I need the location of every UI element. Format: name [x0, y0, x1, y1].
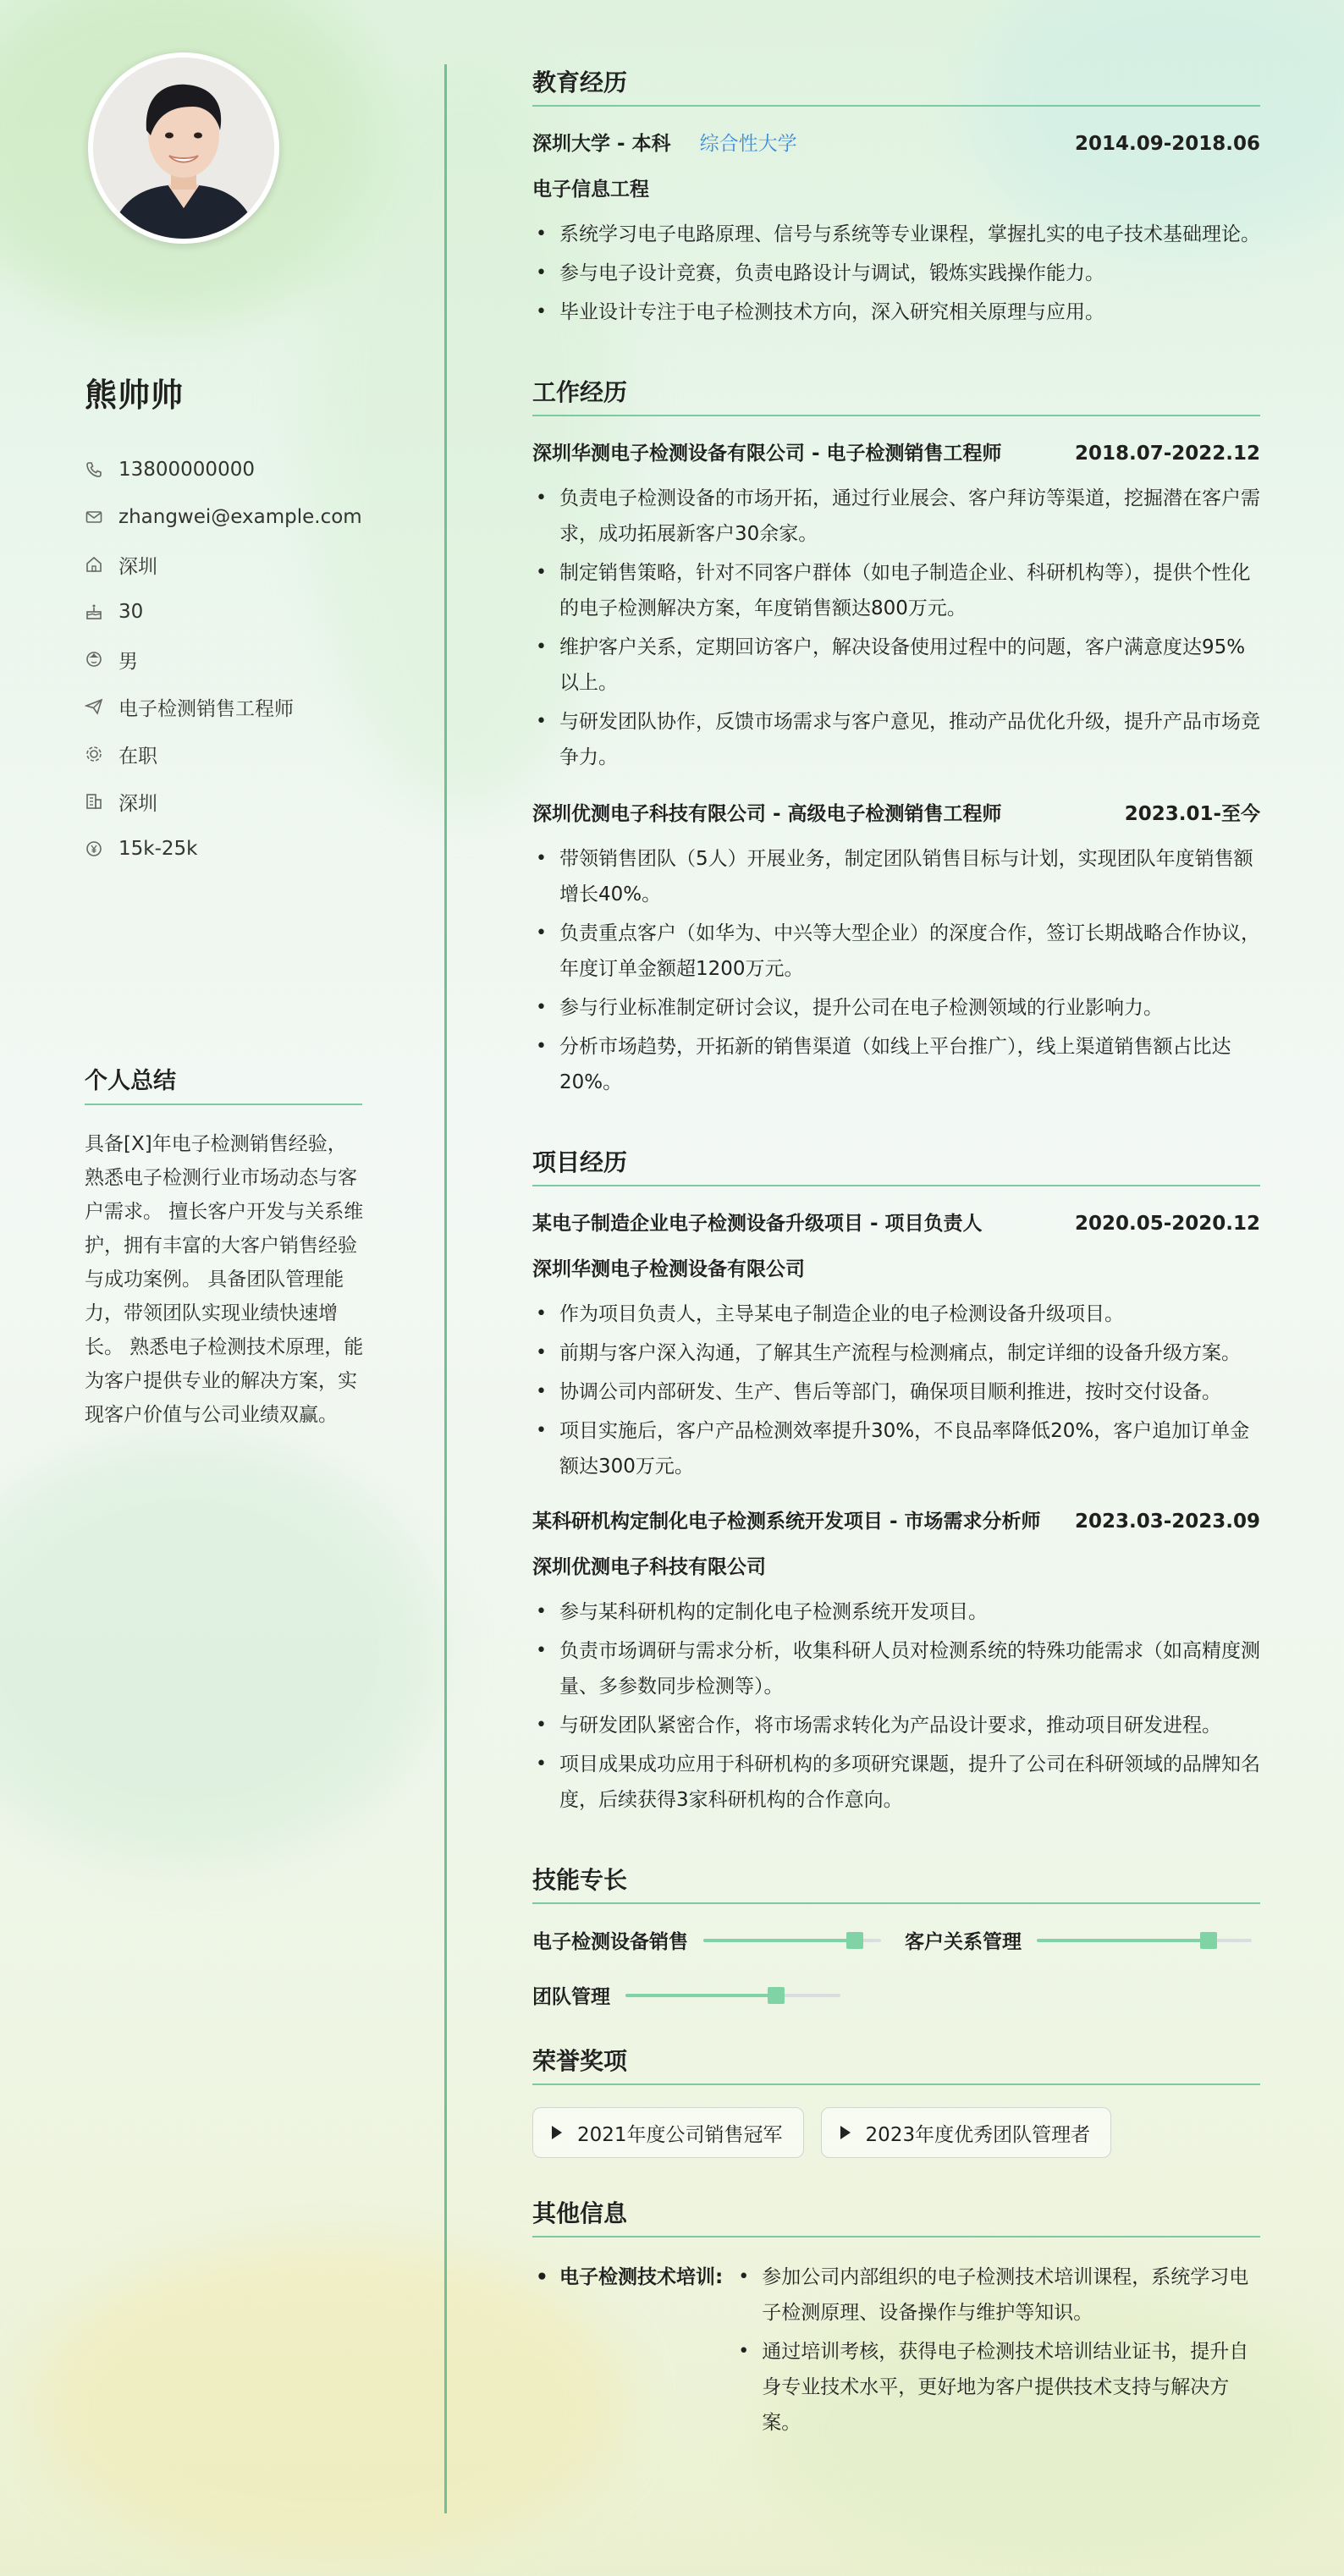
list-item: • 协调公司内部研发、生产、售后等部门，确保项目顺利推进，按时交付设备。 — [532, 1374, 1260, 1410]
awards-section — [532, 2043, 1260, 2158]
project-company: 深圳优测电子科技有限公司 — [532, 1556, 766, 1578]
award-chip — [821, 2107, 1112, 2158]
project-entry — [532, 1506, 1260, 1818]
avatar — [88, 52, 279, 244]
target-city-text: 深圳 — [118, 792, 157, 815]
info-status — [85, 730, 364, 778]
list-item: • 带领销售团队（5人）开展业务，制定团队销售目标与计划，实现团队年度销售额增长40%。 — [532, 841, 1260, 912]
status-cog-icon — [85, 745, 103, 763]
skill-item — [532, 1981, 840, 2009]
skills-list — [532, 1926, 1260, 2009]
age-text: 30 — [118, 601, 144, 623]
education-head — [532, 129, 1260, 159]
project-entry-date: 2023.03-2023.09 — [1074, 1511, 1260, 1533]
person-face-icon — [85, 650, 103, 669]
award-chip — [532, 2107, 804, 2158]
list-item: • 维护客户关系，定期回访客户，解决设备使用过程中的问题，客户满意度达95%以上。 — [532, 630, 1260, 701]
play-triangle-icon — [552, 2126, 562, 2139]
summary-title: 个人总结 — [85, 1062, 362, 1105]
skill-bar-knob — [768, 1987, 785, 2004]
major: 电子信息工程 — [532, 179, 649, 201]
project-entry-head: 某电子制造企业电子检测设备升级项目 - 项目负责人 — [532, 1213, 983, 1235]
project-section — [532, 1144, 1260, 1818]
main-content — [532, 64, 1260, 2444]
skills-title: 技能专长 — [532, 1862, 1260, 1904]
work-bullets — [532, 841, 1260, 1100]
work-section — [532, 374, 1260, 1100]
list-item: • 项目成果成功应用于科研机构的多项研究课题，提升了公司在科研领域的品牌知名度，后续获得3家科研机构的合作意向。 — [532, 1747, 1260, 1818]
work-entry — [532, 438, 1260, 775]
school-name: 深圳大学 - 本科 — [532, 133, 671, 155]
list-item: • 负责电子检测设备的市场开拓，通过行业展会、客户拜访等渠道，挖掘潜在客户需求，成功拓展新客户30余家。 — [532, 481, 1260, 552]
skill-name: 客户关系管理 — [905, 1931, 1022, 1953]
work-entry — [532, 799, 1260, 1100]
summary-text: 具备[X]年电子检测销售经验，熟悉电子检测行业市场动态与客户需求。 擅长客户开发与关系维护，拥有丰富的大客户销售经验与成功案例。 具备团队管理能力，带领团队实现业绩快速增长。 熟悉电子检测技术原理，能为客户提供专业的解决方案，实现客户价值与公司业绩双赢。 — [85, 1133, 364, 1426]
list-item: • 参与电子设计竞赛，负责电路设计与调试，锻炼实践操作能力。 — [532, 256, 1260, 291]
phone-text: 13800000000 — [118, 459, 255, 481]
other-label: • 电子检测技术培训: — [532, 2260, 723, 2444]
project-bullets — [532, 1296, 1260, 1484]
award-label: 2021年度公司销售冠军 — [577, 2123, 783, 2146]
other-section — [532, 2195, 1260, 2444]
list-item: • 毕业设计专注于电子检测技术方向，深入研究相关原理与应用。 — [532, 294, 1260, 330]
avatar-portrait-icon — [93, 58, 274, 239]
gender-text: 男 — [118, 650, 138, 673]
mail-icon — [85, 508, 103, 526]
candidate-name: 熊帅帅 — [85, 377, 185, 414]
salary-text: 15k-25k — [118, 838, 198, 860]
awards-title: 荣誉奖项 — [532, 2043, 1260, 2085]
school-tag: 综合性大学 — [699, 133, 797, 155]
other-entry — [532, 2260, 1260, 2444]
skill-bar — [1037, 1939, 1252, 1942]
education-date: 2014.09-2018.06 — [1074, 133, 1260, 155]
skill-bar-fill — [1037, 1939, 1209, 1942]
skill-bar-knob — [1200, 1932, 1217, 1949]
info-gender — [85, 636, 364, 683]
info-target-position — [85, 683, 364, 730]
money-icon — [85, 839, 103, 858]
info-salary — [85, 825, 364, 872]
project-company: 深圳华测电子检测设备有限公司 — [532, 1258, 805, 1280]
play-triangle-icon — [840, 2126, 851, 2139]
list-item: • 制定销售策略，针对不同客户群体（如电子制造企业、科研机构等），提供个性化的电子检测解决方案，年度销售额达800万元。 — [532, 555, 1260, 626]
list-item: • 前期与客户深入沟通，了解其生产流程与检测痛点，制定详细的设备升级方案。 — [532, 1335, 1260, 1371]
education-title: 教育经历 — [532, 64, 1260, 107]
project-entry — [532, 1208, 1260, 1484]
list-item: • 分析市场趋势，开拓新的销售渠道（如线上平台推广），线上渠道销售额占比达20%。 — [532, 1029, 1260, 1100]
list-item: • 参加公司内部组织的电子检测技术培训课程，系统学习电子检测原理、设备操作与维护等知识。 — [735, 2260, 1260, 2331]
skill-item — [532, 1926, 881, 1954]
project-title: 项目经历 — [532, 1144, 1260, 1186]
skill-name: 团队管理 — [532, 1986, 610, 2008]
project-bullets — [532, 1594, 1260, 1818]
building-icon — [85, 792, 103, 811]
info-email — [85, 493, 364, 541]
work-bullets — [532, 481, 1260, 775]
list-item: • 与研发团队协作，反馈市场需求与客户意见，推动产品优化升级，提升产品市场竞争力。 — [532, 704, 1260, 775]
project-entry-date: 2020.05-2020.12 — [1074, 1213, 1260, 1235]
education-bullets — [532, 217, 1260, 330]
info-phone — [85, 446, 364, 493]
work-entry-date: 2023.01-至今 — [1124, 803, 1260, 825]
other-bullets — [735, 2260, 1260, 2444]
cake-icon — [85, 603, 103, 621]
location-text: 深圳 — [118, 555, 157, 578]
info-target-city — [85, 778, 364, 825]
list-item: • 负责重点客户（如华为、中兴等大型企业）的深度合作，签订长期战略合作协议，年度订单金额超1200万元。 — [532, 916, 1260, 987]
skill-item — [905, 1926, 1252, 1954]
home-icon — [85, 555, 103, 574]
list-item: • 通过培训考核，获得电子检测技术培训结业证书，提升自身专业技术水平，更好地为客户提供技术支持与解决方案。 — [735, 2334, 1260, 2441]
work-title: 工作经历 — [532, 374, 1260, 416]
skill-bar-fill — [625, 1994, 776, 1997]
list-item: • 系统学习电子电路原理、信号与系统等专业课程，掌握扎实的电子技术基础理论。 — [532, 217, 1260, 252]
skill-bar-knob — [846, 1932, 863, 1949]
status-text: 在职 — [118, 745, 157, 768]
list-item: • 负责市场调研与需求分析，收集科研人员对检测系统的特殊功能需求（如高精度测量、多参数同步检测等）。 — [532, 1633, 1260, 1704]
awards-list — [532, 2107, 1260, 2158]
info-age — [85, 588, 364, 636]
list-item: • 与研发团队紧密合作，将市场需求转化为产品设计要求，推动项目研发进程。 — [532, 1708, 1260, 1743]
skill-name: 电子检测设备销售 — [532, 1931, 688, 1953]
skills-section — [532, 1862, 1260, 2009]
target-position-text: 电子检测销售工程师 — [118, 697, 294, 720]
phone-icon — [85, 460, 103, 479]
info-location — [85, 541, 364, 588]
skill-bar — [703, 1939, 881, 1942]
award-label: 2023年度优秀团队管理者 — [865, 2123, 1091, 2146]
list-item: • 作为项目负责人，主导某电子制造企业的电子检测设备升级项目。 — [532, 1296, 1260, 1332]
work-entry-date: 2018.07-2022.12 — [1074, 443, 1260, 465]
project-entry-head: 某科研机构定制化电子检测系统开发项目 - 市场需求分析师 — [532, 1511, 1041, 1533]
email-text: zhangwei@example.com — [118, 506, 362, 528]
sidebar — [85, 52, 364, 1432]
work-entry-head: 深圳华测电子检测设备有限公司 - 电子检测销售工程师 — [532, 443, 1002, 465]
skill-bar-fill — [703, 1939, 855, 1942]
education-section — [532, 64, 1260, 330]
skill-bar — [625, 1994, 840, 1997]
work-entry-head: 深圳优测电子科技有限公司 - 高级电子检测销售工程师 — [532, 803, 1002, 825]
contact-info-list — [85, 446, 364, 872]
send-icon — [85, 697, 103, 716]
list-item: • 参与行业标准制定研讨会议，提升公司在电子检测领域的行业影响力。 — [532, 990, 1260, 1026]
list-item: • 参与某科研机构的定制化电子检测系统开发项目。 — [532, 1594, 1260, 1630]
other-title: 其他信息 — [532, 2195, 1260, 2237]
list-item: • 项目实施后，客户产品检测效率提升30%，不良品率降低20%，客户追加订单金额达300万元。 — [532, 1413, 1260, 1484]
divider-line — [444, 64, 447, 2513]
